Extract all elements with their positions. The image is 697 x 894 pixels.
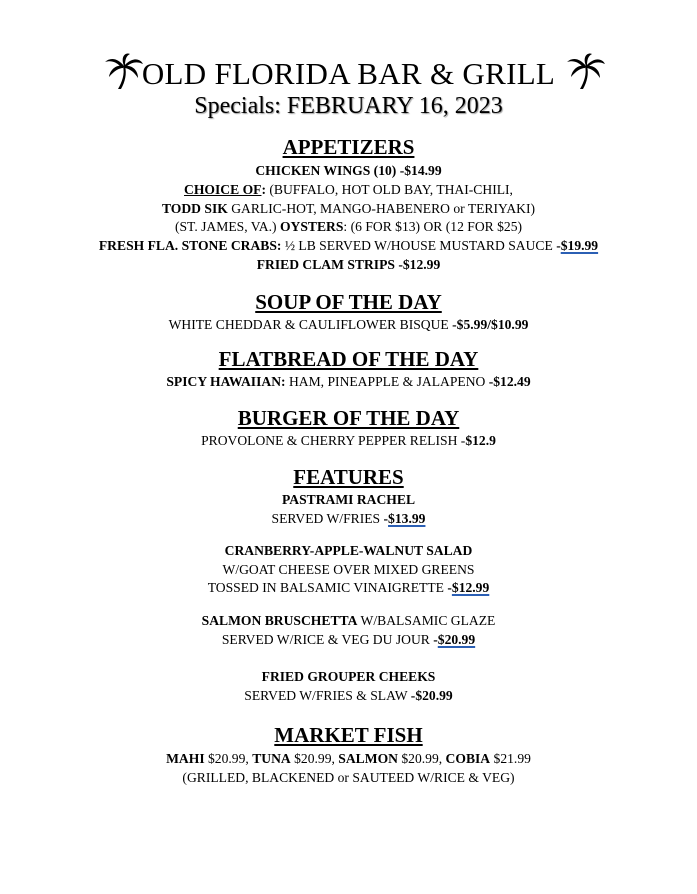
soup-desc: WHITE CHEDDAR & CAULIFLOWER BISQUE <box>168 317 453 332</box>
feature-desc <box>0 631 697 649</box>
features-heading: FEATURES <box>293 465 404 489</box>
pastrami-rachel-dash: - <box>383 511 389 526</box>
flatbread-desc: HAM, PINEAPPLE & JALAPENO <box>285 374 489 389</box>
salad-name: CRANBERRY-APPLE-WALNUT SALAD <box>224 543 473 558</box>
burger-heading: BURGER OF THE DAY <box>237 406 460 430</box>
salad-dash: - <box>447 580 452 595</box>
soup-line <box>0 316 697 334</box>
chicken-wings-text: CHICKEN WINGS (10) -$14.99 <box>255 163 442 178</box>
burger-line <box>0 432 697 450</box>
feature-name <box>0 668 697 686</box>
clam-strips-line <box>0 256 697 274</box>
oysters-prices: : (6 FOR $13) OR (12 FOR $25) <box>343 219 523 234</box>
fish-price: $20.99, <box>290 751 339 766</box>
fish-name: TUNA <box>252 751 291 766</box>
fish-price: $20.99, <box>397 751 446 766</box>
todd-sik-options: GARLIC-HOT, MANGO-HABENERO or TERIYAKI) <box>227 201 536 216</box>
grouper-cheeks-name: FRIED GROUPER CHEEKS <box>261 669 436 684</box>
palm-tree-icon <box>566 52 606 90</box>
grouper-cheeks-price: -$20.99 <box>410 688 453 703</box>
fish-price: $21.99 <box>490 751 531 766</box>
feature-name <box>0 542 697 560</box>
stone-crabs-label: FRESH FLA. STONE CRABS: <box>98 238 282 253</box>
flatbread-heading: FLATBREAD OF THE DAY <box>218 347 479 371</box>
choice-of-colon: : <box>261 182 266 197</box>
market-fish-heading: MARKET FISH <box>274 723 423 747</box>
appetizers-heading: APPETIZERS <box>282 135 415 159</box>
pastrami-rachel-name: PASTRAMI RACHEL <box>281 492 416 507</box>
soup-price: -$5.99/$10.99 <box>452 317 529 332</box>
fish-price: $20.99, <box>204 751 253 766</box>
burger-desc: PROVOLONE & CHERRY PEPPER RELISH - <box>201 433 466 448</box>
todd-sik-label: TODD SIK <box>161 201 228 216</box>
pastrami-rachel-price: $13.99 <box>388 511 426 526</box>
choice-of-line <box>0 181 697 199</box>
oysters-label: OYSTERS <box>279 219 344 234</box>
fish-name: MAHI <box>166 751 205 766</box>
clam-strips-text: FRIED CLAM STRIPS -$12.99 <box>256 257 441 272</box>
salad-price: $12.99 <box>451 580 490 595</box>
salmon-bruschetta-name: SALMON BRUSCHETTA <box>201 613 358 628</box>
stone-crabs-dash: - <box>556 238 561 253</box>
feature-name <box>0 491 697 509</box>
feature-desc <box>0 687 697 705</box>
fish-name: COBIA <box>445 751 491 766</box>
feature-name <box>0 612 697 630</box>
flatbread-price: -$12.49 <box>488 374 531 389</box>
stone-crabs-line <box>0 237 697 255</box>
market-fish-note: (GRILLED, BLACKENED or SAUTEED W/RICE & VEG) <box>182 770 515 785</box>
salad-desc-2: TOSSED IN BALSAMIC VINAIGRETTE <box>207 580 448 595</box>
oysters-origin: (ST. JAMES, VA.) <box>174 219 280 234</box>
specials-date: Specials: FEBRUARY 16, 2023 <box>194 93 503 119</box>
restaurant-title: OLD FLORIDA BAR & GRILL <box>141 56 556 91</box>
market-fish-prices <box>0 750 697 768</box>
soup-heading: SOUP OF THE DAY <box>255 290 442 314</box>
salmon-bruschetta-dash: - <box>433 632 438 647</box>
salad-desc-1: W/GOAT CHEESE OVER MIXED GREENS <box>222 562 475 577</box>
choice-of-options: (BUFFALO, HOT OLD BAY, THAI-CHILI, <box>265 182 513 197</box>
chicken-wings-line <box>0 162 697 180</box>
pastrami-rachel-desc: SERVED W/FRIES <box>271 511 384 526</box>
todd-sik-line <box>0 200 697 218</box>
burger-price: $12.9 <box>465 433 496 448</box>
feature-desc <box>0 561 697 579</box>
salmon-bruschetta-desc: SERVED W/RICE & VEG DU JOUR <box>221 632 434 647</box>
flatbread-name: SPICY HAWAIIAN: <box>166 374 286 389</box>
fish-name: SALMON <box>338 751 398 766</box>
feature-desc <box>0 579 697 597</box>
flatbread-line <box>0 373 697 391</box>
stone-crabs-desc: ½ LB SERVED W/HOUSE MUSTARD SAUCE <box>281 238 557 253</box>
title-row <box>0 52 697 94</box>
salmon-bruschetta-price: $20.99 <box>437 632 476 647</box>
choice-of-label: CHOICE OF <box>184 182 262 197</box>
stone-crabs-price: $19.99 <box>560 238 599 253</box>
grouper-cheeks-desc: SERVED W/FRIES & SLAW <box>244 688 411 703</box>
oysters-line <box>0 218 697 236</box>
salmon-bruschetta-glaze: W/BALSAMIC GLAZE <box>357 613 496 628</box>
feature-desc <box>0 510 697 528</box>
